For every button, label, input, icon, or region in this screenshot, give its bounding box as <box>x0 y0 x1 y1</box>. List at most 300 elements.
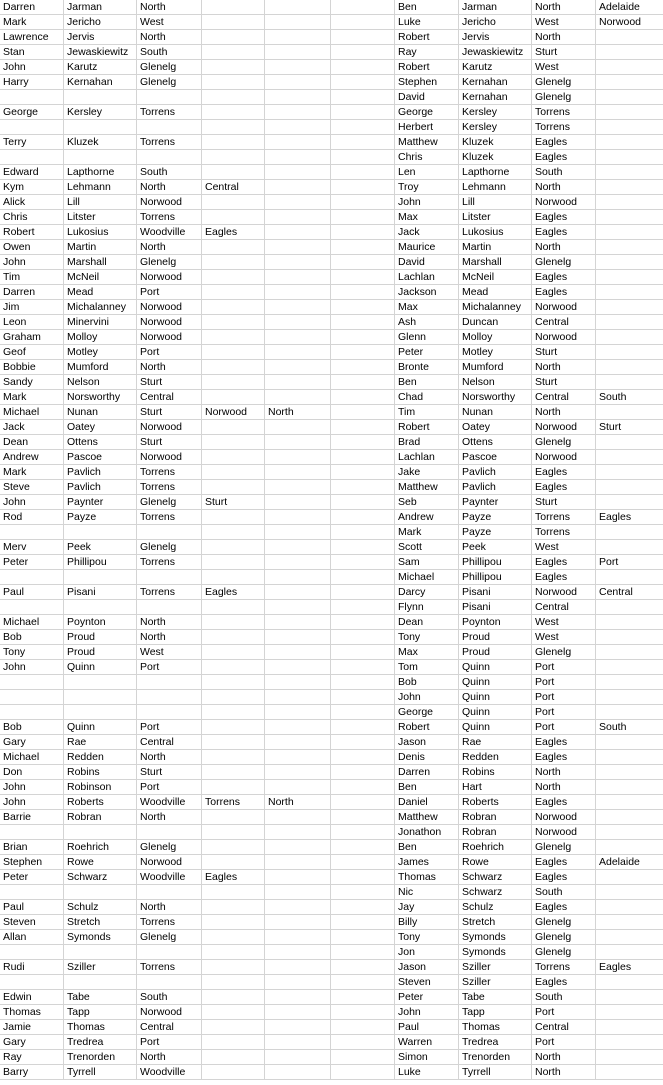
table-cell[interactable]: Lehmann <box>64 180 137 195</box>
table-cell[interactable] <box>137 600 202 615</box>
table-cell[interactable]: Stephen <box>395 75 459 90</box>
table-cell[interactable]: Norsworthy <box>459 390 532 405</box>
table-cell[interactable] <box>202 120 265 135</box>
table-cell[interactable]: Brian <box>0 840 64 855</box>
table-cell[interactable] <box>596 300 663 315</box>
table-cell[interactable]: Robert <box>395 420 459 435</box>
table-cell[interactable] <box>265 660 331 675</box>
table-cell[interactable] <box>331 285 395 300</box>
table-cell[interactable]: Norwood <box>137 330 202 345</box>
table-cell[interactable] <box>596 945 663 960</box>
table-cell[interactable]: Woodville <box>137 1065 202 1080</box>
table-cell[interactable]: Torrens <box>532 960 596 975</box>
table-cell[interactable]: Woodville <box>137 795 202 810</box>
table-cell[interactable] <box>265 1035 331 1050</box>
table-cell[interactable] <box>331 555 395 570</box>
table-cell[interactable]: Tyrrell <box>459 1065 532 1080</box>
table-cell[interactable]: Steve <box>0 480 64 495</box>
table-cell[interactable] <box>202 330 265 345</box>
table-cell[interactable] <box>596 615 663 630</box>
table-cell[interactable]: Robert <box>0 225 64 240</box>
table-cell[interactable]: John <box>395 690 459 705</box>
table-cell[interactable]: Glenelg <box>532 255 596 270</box>
table-cell[interactable] <box>202 570 265 585</box>
table-cell[interactable]: Eagles <box>202 585 265 600</box>
table-cell[interactable]: Owen <box>0 240 64 255</box>
table-cell[interactable] <box>331 270 395 285</box>
table-cell[interactable]: North <box>532 240 596 255</box>
table-cell[interactable]: Quinn <box>459 660 532 675</box>
table-cell[interactable]: Tony <box>395 630 459 645</box>
table-cell[interactable] <box>331 195 395 210</box>
table-cell[interactable]: Symonds <box>64 930 137 945</box>
table-cell[interactable]: Norwood <box>202 405 265 420</box>
table-cell[interactable] <box>202 630 265 645</box>
table-cell[interactable] <box>331 315 395 330</box>
table-cell[interactable] <box>596 990 663 1005</box>
table-cell[interactable]: Rod <box>0 510 64 525</box>
table-cell[interactable] <box>331 1020 395 1035</box>
table-cell[interactable] <box>331 870 395 885</box>
table-cell[interactable] <box>202 600 265 615</box>
table-cell[interactable]: Ash <box>395 315 459 330</box>
table-cell[interactable] <box>265 210 331 225</box>
table-cell[interactable]: Mark <box>395 525 459 540</box>
table-cell[interactable] <box>596 45 663 60</box>
table-cell[interactable]: Glenelg <box>137 60 202 75</box>
table-cell[interactable] <box>0 675 64 690</box>
table-cell[interactable] <box>202 1065 265 1080</box>
table-cell[interactable] <box>202 375 265 390</box>
table-cell[interactable] <box>331 1065 395 1080</box>
table-cell[interactable]: Motley <box>64 345 137 360</box>
table-cell[interactable]: Central <box>532 315 596 330</box>
table-cell[interactable] <box>137 975 202 990</box>
table-cell[interactable]: Glenelg <box>137 930 202 945</box>
table-cell[interactable]: Poynton <box>459 615 532 630</box>
table-cell[interactable] <box>596 705 663 720</box>
table-cell[interactable]: Trenorden <box>459 1050 532 1065</box>
table-cell[interactable] <box>202 135 265 150</box>
table-cell[interactable] <box>331 600 395 615</box>
table-cell[interactable]: Norwood <box>137 315 202 330</box>
table-cell[interactable]: Torrens <box>137 105 202 120</box>
table-cell[interactable] <box>137 945 202 960</box>
table-cell[interactable]: Michael <box>0 750 64 765</box>
table-cell[interactable]: South <box>599 721 627 733</box>
table-cell[interactable]: Eagles <box>532 270 596 285</box>
table-cell[interactable]: John <box>0 60 64 75</box>
table-cell[interactable] <box>265 735 331 750</box>
table-cell[interactable]: Eagles <box>532 570 596 585</box>
table-cell[interactable]: West <box>137 15 202 30</box>
table-cell[interactable]: South <box>137 45 202 60</box>
table-cell[interactable]: Nic <box>395 885 459 900</box>
table-cell[interactable]: Warren <box>395 1035 459 1050</box>
table-cell[interactable] <box>202 30 265 45</box>
table-cell[interactable] <box>137 120 202 135</box>
table-cell[interactable] <box>331 120 395 135</box>
table-cell[interactable] <box>596 180 663 195</box>
table-cell[interactable] <box>331 780 395 795</box>
table-cell[interactable] <box>331 735 395 750</box>
table-cell[interactable]: Glenelg <box>137 540 202 555</box>
table-cell[interactable]: James <box>395 855 459 870</box>
table-cell[interactable] <box>202 60 265 75</box>
table-cell[interactable] <box>331 885 395 900</box>
table-cell[interactable]: Proud <box>64 630 137 645</box>
table-cell[interactable]: Central <box>532 1020 596 1035</box>
table-cell[interactable] <box>331 960 395 975</box>
table-cell[interactable]: Stretch <box>64 915 137 930</box>
table-cell[interactable] <box>265 765 331 780</box>
table-cell[interactable]: Norwood <box>532 420 596 435</box>
table-cell[interactable] <box>202 735 265 750</box>
table-cell[interactable]: Karutz <box>459 60 532 75</box>
table-cell[interactable]: Glenelg <box>532 645 596 660</box>
table-cell[interactable]: Eagles <box>532 285 596 300</box>
table-cell[interactable]: Ben <box>395 780 459 795</box>
table-cell[interactable] <box>265 945 331 960</box>
table-cell[interactable] <box>265 270 331 285</box>
table-cell[interactable]: Mumford <box>459 360 532 375</box>
table-cell[interactable]: Jervis <box>459 30 532 45</box>
table-cell[interactable] <box>331 90 395 105</box>
table-cell[interactable] <box>596 480 663 495</box>
table-cell[interactable]: Jarman <box>459 0 532 15</box>
table-cell[interactable] <box>265 555 331 570</box>
table-cell[interactable] <box>265 315 331 330</box>
table-cell[interactable]: Andrew <box>395 510 459 525</box>
table-cell[interactable]: Edwin <box>0 990 64 1005</box>
table-cell[interactable]: McNeil <box>459 270 532 285</box>
table-cell[interactable]: Pavlich <box>459 465 532 480</box>
table-cell[interactable]: Sturt <box>137 765 202 780</box>
table-cell[interactable] <box>596 270 663 285</box>
table-cell[interactable]: West <box>532 15 596 30</box>
table-cell[interactable] <box>596 495 663 510</box>
table-cell[interactable]: Port <box>137 780 202 795</box>
table-cell[interactable]: Eagles <box>532 735 596 750</box>
table-cell[interactable]: Lachlan <box>395 450 459 465</box>
table-cell[interactable]: Peter <box>0 870 64 885</box>
table-cell[interactable] <box>137 705 202 720</box>
table-cell[interactable] <box>202 615 265 630</box>
table-cell[interactable]: Jack <box>0 420 64 435</box>
table-cell[interactable] <box>64 600 137 615</box>
table-cell[interactable] <box>265 105 331 120</box>
table-cell[interactable]: Central <box>532 390 596 405</box>
table-cell[interactable]: Herbert <box>395 120 459 135</box>
table-cell[interactable]: Port <box>137 660 202 675</box>
table-cell[interactable]: Kersley <box>459 120 532 135</box>
table-cell[interactable] <box>265 60 331 75</box>
table-cell[interactable] <box>596 315 663 330</box>
table-cell[interactable] <box>331 540 395 555</box>
table-cell[interactable]: Mark <box>0 15 64 30</box>
table-cell[interactable]: Kluzek <box>459 135 532 150</box>
table-cell[interactable]: Port <box>532 675 596 690</box>
table-cell[interactable] <box>137 690 202 705</box>
table-cell[interactable]: Eagles <box>202 870 265 885</box>
table-cell[interactable] <box>331 915 395 930</box>
table-cell[interactable] <box>331 375 395 390</box>
table-cell[interactable] <box>265 990 331 1005</box>
table-cell[interactable]: South <box>532 990 596 1005</box>
table-cell[interactable] <box>0 600 64 615</box>
table-cell[interactable] <box>331 240 395 255</box>
table-cell[interactable] <box>596 1005 663 1020</box>
table-cell[interactable] <box>202 1035 265 1050</box>
table-cell[interactable] <box>265 90 331 105</box>
table-cell[interactable]: Phillipou <box>459 555 532 570</box>
table-cell[interactable] <box>265 870 331 885</box>
table-cell[interactable]: Rae <box>459 735 532 750</box>
table-cell[interactable]: Eagles <box>532 975 596 990</box>
table-cell[interactable]: Tapp <box>64 1005 137 1020</box>
table-cell[interactable]: North <box>532 405 596 420</box>
table-cell[interactable] <box>265 1065 331 1080</box>
table-cell[interactable] <box>202 945 265 960</box>
table-cell[interactable]: George <box>0 105 64 120</box>
table-cell[interactable]: Nunan <box>64 405 137 420</box>
table-cell[interactable]: Alick <box>0 195 64 210</box>
table-cell[interactable]: Eagles <box>532 900 596 915</box>
table-cell[interactable] <box>265 450 331 465</box>
table-cell[interactable] <box>265 630 331 645</box>
table-cell[interactable] <box>331 795 395 810</box>
table-cell[interactable] <box>331 855 395 870</box>
table-cell[interactable]: Port <box>532 705 596 720</box>
table-cell[interactable]: Robran <box>459 810 532 825</box>
table-cell[interactable] <box>331 420 395 435</box>
table-cell[interactable] <box>596 120 663 135</box>
table-cell[interactable]: North <box>532 765 596 780</box>
table-cell[interactable] <box>265 510 331 525</box>
table-cell[interactable] <box>331 465 395 480</box>
table-cell[interactable]: Jericho <box>64 15 137 30</box>
table-cell[interactable] <box>265 480 331 495</box>
table-cell[interactable] <box>202 15 265 30</box>
table-cell[interactable]: Torrens <box>137 915 202 930</box>
table-cell[interactable]: Darren <box>0 0 64 15</box>
table-cell[interactable] <box>596 1065 663 1080</box>
table-cell[interactable]: Port <box>532 1035 596 1050</box>
table-cell[interactable] <box>596 825 663 840</box>
table-cell[interactable]: Lapthorne <box>459 165 532 180</box>
table-cell[interactable]: Max <box>395 645 459 660</box>
table-cell[interactable] <box>331 480 395 495</box>
table-cell[interactable]: Adelaide <box>599 856 640 868</box>
table-cell[interactable]: Martin <box>459 240 532 255</box>
table-cell[interactable]: Matthew <box>395 135 459 150</box>
table-cell[interactable] <box>331 705 395 720</box>
table-cell[interactable] <box>265 1005 331 1020</box>
table-cell[interactable] <box>331 975 395 990</box>
table-cell[interactable]: Molloy <box>64 330 137 345</box>
table-cell[interactable] <box>596 30 663 45</box>
table-cell[interactable]: Woodville <box>137 870 202 885</box>
table-cell[interactable]: Daniel <box>395 795 459 810</box>
table-cell[interactable]: Jericho <box>459 15 532 30</box>
table-cell[interactable]: Lukosius <box>64 225 137 240</box>
table-cell[interactable]: Redden <box>459 750 532 765</box>
table-cell[interactable]: Eagles <box>532 750 596 765</box>
table-cell[interactable]: Eagles <box>599 961 632 973</box>
table-cell[interactable] <box>265 780 331 795</box>
table-cell[interactable] <box>265 360 331 375</box>
table-cell[interactable] <box>331 930 395 945</box>
table-cell[interactable]: North <box>137 30 202 45</box>
table-cell[interactable]: North <box>532 360 596 375</box>
table-cell[interactable] <box>202 855 265 870</box>
table-cell[interactable]: Stephen <box>0 855 64 870</box>
table-cell[interactable]: Kernahan <box>459 90 532 105</box>
table-cell[interactable] <box>202 750 265 765</box>
table-cell[interactable]: Quinn <box>459 720 532 735</box>
table-cell[interactable]: Norwood <box>137 420 202 435</box>
table-cell[interactable] <box>265 900 331 915</box>
table-cell[interactable] <box>202 75 265 90</box>
table-cell[interactable] <box>331 150 395 165</box>
table-cell[interactable]: Tim <box>0 270 64 285</box>
table-cell[interactable]: Michael <box>0 615 64 630</box>
table-cell[interactable]: Kluzek <box>459 150 532 165</box>
table-cell[interactable]: Norwood <box>137 1005 202 1020</box>
table-cell[interactable]: North <box>137 360 202 375</box>
table-cell[interactable] <box>596 765 663 780</box>
table-cell[interactable]: Torrens <box>137 135 202 150</box>
table-cell[interactable]: Adelaide <box>599 1 640 13</box>
table-cell[interactable]: Roberts <box>459 795 532 810</box>
table-cell[interactable]: Sturt <box>532 345 596 360</box>
table-cell[interactable]: North <box>532 0 596 15</box>
table-cell[interactable] <box>596 540 663 555</box>
table-cell[interactable] <box>596 225 663 240</box>
table-cell[interactable]: Bob <box>0 630 64 645</box>
table-cell[interactable] <box>331 15 395 30</box>
table-cell[interactable]: Ben <box>395 0 459 15</box>
table-cell[interactable] <box>596 240 663 255</box>
table-cell[interactable]: Redden <box>64 750 137 765</box>
table-cell[interactable]: Bobbie <box>0 360 64 375</box>
table-cell[interactable]: Eagles <box>532 465 596 480</box>
table-cell[interactable] <box>331 450 395 465</box>
table-cell[interactable]: Port <box>137 285 202 300</box>
table-cell[interactable]: Torrens <box>137 510 202 525</box>
table-cell[interactable]: Eagles <box>202 225 265 240</box>
table-cell[interactable] <box>331 690 395 705</box>
table-cell[interactable]: Norwood <box>137 450 202 465</box>
table-cell[interactable]: Schwarz <box>64 870 137 885</box>
table-cell[interactable] <box>202 315 265 330</box>
table-cell[interactable] <box>265 585 331 600</box>
table-cell[interactable]: Barry <box>0 1065 64 1080</box>
table-cell[interactable]: Port <box>532 660 596 675</box>
table-cell[interactable]: Darren <box>395 765 459 780</box>
table-cell[interactable]: Michalanney <box>459 300 532 315</box>
table-cell[interactable]: Mead <box>64 285 137 300</box>
table-cell[interactable] <box>331 105 395 120</box>
table-cell[interactable]: Robert <box>395 60 459 75</box>
table-cell[interactable]: Allan <box>0 930 64 945</box>
table-cell[interactable]: Steven <box>395 975 459 990</box>
table-cell[interactable]: Paul <box>0 585 64 600</box>
table-cell[interactable]: Glenelg <box>137 495 202 510</box>
table-cell[interactable]: South <box>137 165 202 180</box>
table-cell[interactable]: Steven <box>0 915 64 930</box>
table-cell[interactable]: Merv <box>0 540 64 555</box>
table-cell[interactable]: Glenelg <box>137 255 202 270</box>
table-cell[interactable]: West <box>532 630 596 645</box>
table-cell[interactable]: Darcy <box>395 585 459 600</box>
table-cell[interactable] <box>137 570 202 585</box>
table-cell[interactable] <box>331 585 395 600</box>
table-cell[interactable]: Dean <box>0 435 64 450</box>
table-cell[interactable]: North <box>532 780 596 795</box>
table-cell[interactable]: North <box>532 180 596 195</box>
table-cell[interactable]: John <box>395 195 459 210</box>
table-cell[interactable]: Barrie <box>0 810 64 825</box>
table-cell[interactable]: Litster <box>64 210 137 225</box>
table-cell[interactable]: South <box>137 990 202 1005</box>
table-cell[interactable]: Pavlich <box>64 480 137 495</box>
table-cell[interactable]: Payze <box>459 525 532 540</box>
table-cell[interactable] <box>596 525 663 540</box>
table-cell[interactable]: Torrens <box>137 585 202 600</box>
table-cell[interactable] <box>202 1020 265 1035</box>
table-cell[interactable]: Michael <box>395 570 459 585</box>
table-cell[interactable]: Billy <box>395 915 459 930</box>
table-cell[interactable] <box>64 705 137 720</box>
table-cell[interactable]: Michalanney <box>64 300 137 315</box>
table-cell[interactable]: Dean <box>395 615 459 630</box>
table-cell[interactable] <box>331 645 395 660</box>
table-cell[interactable] <box>265 525 331 540</box>
table-cell[interactable]: Glenelg <box>532 945 596 960</box>
table-cell[interactable] <box>202 525 265 540</box>
table-cell[interactable]: Robins <box>459 765 532 780</box>
table-cell[interactable]: Lukosius <box>459 225 532 240</box>
table-cell[interactable]: Maurice <box>395 240 459 255</box>
table-cell[interactable] <box>265 960 331 975</box>
table-cell[interactable] <box>596 360 663 375</box>
table-cell[interactable]: Paul <box>0 900 64 915</box>
table-cell[interactable]: Lill <box>64 195 137 210</box>
table-cell[interactable]: Torrens <box>137 960 202 975</box>
table-cell[interactable] <box>64 90 137 105</box>
table-cell[interactable]: Tony <box>0 645 64 660</box>
table-cell[interactable] <box>265 855 331 870</box>
table-cell[interactable] <box>596 90 663 105</box>
table-cell[interactable]: Norwood <box>532 450 596 465</box>
table-cell[interactable]: David <box>395 255 459 270</box>
table-cell[interactable] <box>596 660 663 675</box>
table-cell[interactable]: Terry <box>0 135 64 150</box>
table-cell[interactable] <box>64 945 137 960</box>
table-cell[interactable]: Norwood <box>137 300 202 315</box>
table-cell[interactable]: Sturt <box>137 435 202 450</box>
table-cell[interactable] <box>202 210 265 225</box>
table-cell[interactable] <box>202 915 265 930</box>
table-cell[interactable] <box>202 420 265 435</box>
table-cell[interactable] <box>137 825 202 840</box>
table-cell[interactable]: Lachlan <box>395 270 459 285</box>
table-cell[interactable] <box>596 345 663 360</box>
table-cell[interactable]: Phillipou <box>64 555 137 570</box>
table-cell[interactable] <box>265 720 331 735</box>
table-cell[interactable] <box>202 270 265 285</box>
